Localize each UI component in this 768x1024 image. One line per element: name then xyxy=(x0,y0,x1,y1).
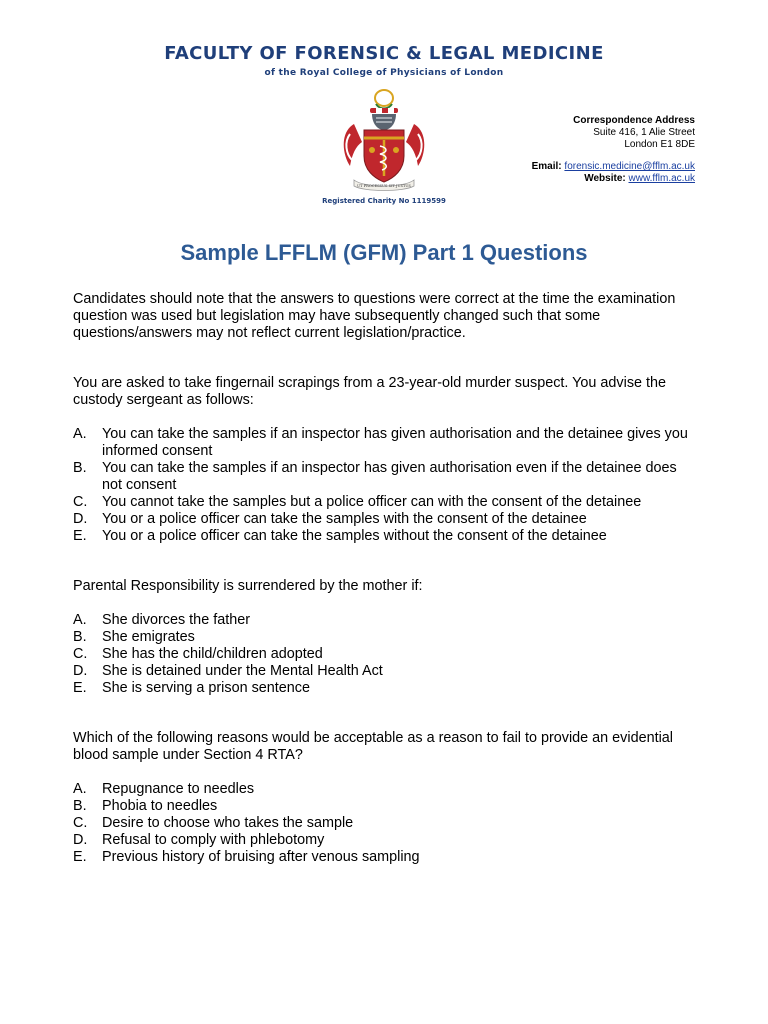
address-line-1: Suite 416, 1 Alie Street xyxy=(593,127,695,138)
option-letter: A. xyxy=(73,781,87,797)
option-text: You cannot take the samples but a police officer can with the consent of the detainee xyxy=(102,494,642,510)
question-3 xyxy=(73,730,698,866)
option-text: Desire to choose who takes the sample xyxy=(102,815,354,831)
website-row xyxy=(532,173,695,185)
option-letter: D. xyxy=(73,511,88,527)
option-letter: C. xyxy=(73,646,88,662)
option-letter: E. xyxy=(73,680,87,696)
option-letter: D. xyxy=(73,663,88,679)
option-text: She emigrates xyxy=(102,629,195,645)
website-link[interactable]: www.fflm.ac.uk xyxy=(628,173,695,184)
option-item xyxy=(73,815,698,832)
option-text: You or a police officer can take the samples with the consent of the detainee xyxy=(102,511,587,527)
option-text: Previous history of bruising after venous sampling xyxy=(102,849,420,865)
email-link[interactable]: forensic.medicine@fflm.ac.uk xyxy=(564,161,695,172)
option-item xyxy=(73,494,698,511)
option-item xyxy=(73,460,698,494)
crest-motto: UT PROCESSUS SIT JUSTUS xyxy=(357,184,411,188)
option-text: You or a police officer can take the samples without the consent of the detainee xyxy=(102,528,607,544)
option-text: She divorces the father xyxy=(102,612,250,628)
option-text: She is serving a prison sentence xyxy=(102,680,310,696)
option-item xyxy=(73,646,698,663)
option-letter: E. xyxy=(73,528,87,544)
question-2 xyxy=(73,578,698,697)
option-item xyxy=(73,781,698,798)
option-letter: B. xyxy=(73,629,87,645)
option-text: Phobia to needles xyxy=(102,798,218,814)
option-letter: E. xyxy=(73,849,87,865)
option-item xyxy=(73,849,698,866)
website-label: Website: xyxy=(584,173,626,184)
option-letter: A. xyxy=(73,612,87,628)
option-item xyxy=(73,511,698,528)
intro-paragraph: Candidates should note that the answers to questions were correct at the time the examination question was used but legislation may have subsequently changed such that some questions/answers may not reflect current legislation/practice. xyxy=(73,291,676,341)
question-text: Which of the following reasons would be acceptable as a reason to fail to provide an evidential blood sample under Section 4 RTA? xyxy=(73,730,673,763)
option-item xyxy=(73,798,698,815)
options-list xyxy=(73,426,698,545)
option-text: Refusal to comply with phlebotomy xyxy=(102,832,325,848)
document-title: Sample LFFLM (GFM) Part 1 Questions xyxy=(180,240,588,265)
option-letter: B. xyxy=(73,460,87,476)
address-heading: Correspondence Address xyxy=(573,115,695,126)
option-letter: C. xyxy=(73,815,88,831)
crest-logo xyxy=(336,84,432,192)
options-list xyxy=(73,612,698,697)
option-text: Repugnance to needles xyxy=(102,781,255,797)
option-item xyxy=(73,528,698,545)
option-letter: A. xyxy=(73,426,87,442)
option-letter: C. xyxy=(73,494,88,510)
option-text: You can take the samples if an inspector has given authorisation even if the detainee does not consent xyxy=(102,460,677,493)
option-text: You can take the samples if an inspector has given authorisation and the detainee gives you informed consent xyxy=(102,426,688,459)
option-item xyxy=(73,612,698,629)
question-1 xyxy=(73,375,698,545)
option-text: She has the child/children adopted xyxy=(102,646,323,662)
option-item xyxy=(73,426,698,460)
header-subtitle: of the Royal College of Physicians of London xyxy=(264,68,504,78)
address-line-2: London E1 8DE xyxy=(624,139,695,150)
correspondence-address xyxy=(532,115,695,185)
option-item xyxy=(73,832,698,849)
email-label: Email: xyxy=(531,161,562,172)
header-title: FACULTY OF FORENSIC & LEGAL MEDICINE xyxy=(164,43,604,64)
option-letter: D. xyxy=(73,832,88,848)
charity-number: Registered Charity No 1119599 xyxy=(322,197,446,205)
option-letter: B. xyxy=(73,798,87,814)
question-text: Parental Responsibility is surrendered by the mother if: xyxy=(73,578,423,594)
document-body xyxy=(73,291,698,866)
option-item xyxy=(73,629,698,646)
option-item xyxy=(73,663,698,680)
email-row xyxy=(532,161,695,173)
options-list xyxy=(73,781,698,866)
option-text: She is detained under the Mental Health Act xyxy=(102,663,383,679)
option-item xyxy=(73,680,698,697)
question-text: You are asked to take fingernail scrapings from a 23-year-old murder suspect. You advise the custody sergeant as follows: xyxy=(73,375,667,408)
